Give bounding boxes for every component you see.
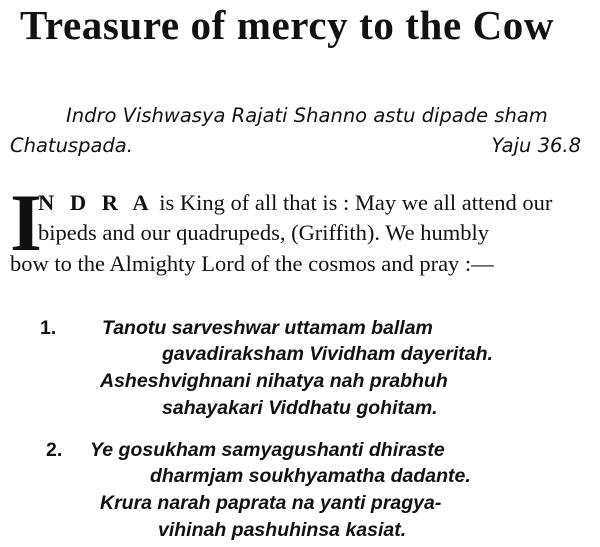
- verse-line: sahayakari Viddhatu gohitam.: [162, 397, 438, 419]
- body-line-2: bipeds and our quadrupeds, (Griffith). We humbly: [38, 220, 490, 245]
- body-line-1: [38, 187, 552, 219]
- verse-1: [40, 315, 590, 425]
- verse-number: 2.: [46, 439, 63, 461]
- page-title: Treasure of mercy to the Cow: [20, 2, 555, 48]
- verse-line: Ye gosukham samyagushanti dhiraste: [90, 439, 445, 461]
- verse-line: Tanotu sarveshwar uttamam ballam: [102, 317, 433, 339]
- verse-number: 1.: [40, 317, 57, 339]
- verse-2: [46, 437, 590, 547]
- drop-cap: I: [10, 177, 42, 268]
- body-line-3: bow to the Almighty Lord of the cosmos and pray :—: [10, 251, 494, 276]
- epigraph-line-2: [10, 133, 585, 159]
- verse-line: vihinah pashuhinsa kasiat.: [158, 519, 407, 541]
- verse-line: Krura narah paprata na yanti pragya-: [100, 492, 442, 514]
- lead-word: N D R A: [38, 190, 154, 215]
- body-line-1-rest: is King of all that is : May we all attend our: [153, 190, 553, 215]
- epigraph-source: Yaju 36.8: [491, 134, 581, 157]
- epigraph-line-2-text: Chatuspada.: [10, 134, 133, 157]
- verse-line: dharmjam soukhyamatha dadante.: [150, 465, 471, 487]
- verse-line: gavadiraksham Vividham dayeritah.: [162, 343, 493, 365]
- epigraph-line-1: Indro Vishwasya Rajati Shanno astu dipade sham: [66, 104, 548, 127]
- verse-line: Asheshvighnani nihatya nah prabhuh: [100, 370, 448, 392]
